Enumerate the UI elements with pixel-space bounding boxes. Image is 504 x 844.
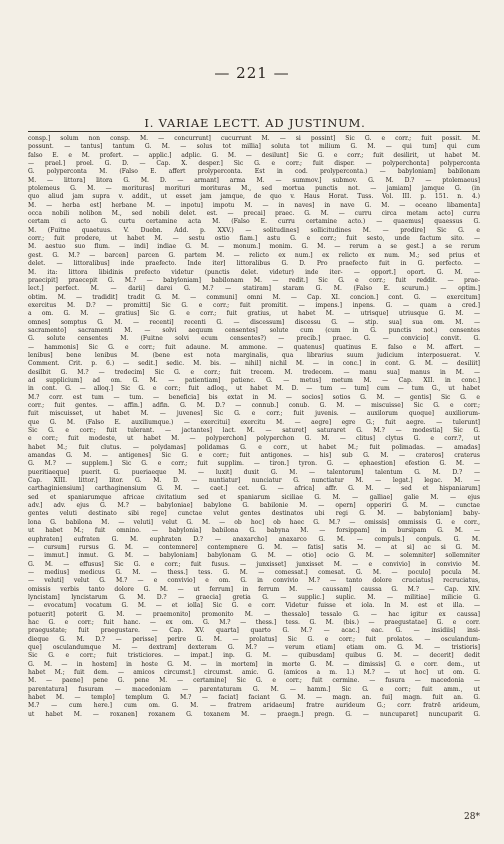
- text-line: gentes veluti destinato sibi rege] cunctae velut gentes destinatos ubi regi G. M. — babyloniam] baby-: [28, 510, 480, 518]
- text-line: — hammonis] Sic G. e corr.; fuit adaune. M. ammone. — quatenus] quatinus E. falso e M. affert. —: [28, 343, 480, 351]
- text-line: lect.] perfect. M. — darii] darei G. M.? — statiram] staram G. M. (Falso E. scurum.) — optim.]: [28, 285, 480, 293]
- text-line: ptolemeus G. M. — morituras] morituri morituras M., sed mortua punctis not. — jamiam] jamque G. (in: [28, 185, 480, 193]
- text-line: omnes] somptus G. M. — recenti] recenti G. — discessum] discessu G. — stip. sua] sua om. M. —: [28, 318, 480, 326]
- text-line: Comment. Crit. p. 6.) — sedit.] sedic. M. bis. — nihil] nichil M. — in conc.] in cont. G. M. — desiliit]: [28, 360, 480, 368]
- text-line: M.? — cum here.] cum om. G. M. — fratrem aridaeum] fratre aurideum G.; corr. fratrē arideum,: [28, 702, 480, 710]
- text-line: lenibus] bene lenibus M. (bene est nota marginalis, qua librarius suum judicium interposuerat. V.: [28, 351, 480, 359]
- apparatus-text: [28, 135, 480, 719]
- text-line: certam ci acto G. curtu certamine acta M. (Falso E. curru certamine acto.) — quaemus] quaessus G.: [28, 218, 480, 226]
- text-line: G. polypercontа M. (Falso E. affert prolyperconta. Est in cod. prolyperconta.) — babyloniam] babilonam: [28, 168, 480, 176]
- text-line: exercitus M. D.? — promitti] Sic G. e corr.; fuit promitit. — impens.] inpens. G. — quam a cred.]: [28, 301, 480, 309]
- text-line: G. solute censentes M. (Fuitne solvi ecum censentes?) — precib.] praec. G. — convicio] convit. G.: [28, 335, 480, 343]
- text-line: sed et spaniarumque africae civitatium sed et spaniarum siciliae G. M. — galliae] galie M. — ejus: [28, 493, 480, 501]
- text-line: M. aestuo suo flum. — indi] indiae G. M. — monum.] monim. G. M. — rerum a se gest.] a se rerum: [28, 243, 480, 251]
- heading-rule: [28, 131, 480, 132]
- text-line: corr.; fuit prodere, ut habet M. — sestu ostio fiam.] astu G. e corr.; fuit sesto, unde factum sito. —: [28, 235, 480, 243]
- text-line: habet M.; fuit dem. — amicos circumst.] circumst. amic. G. (amicos a m. 1.) M.? — ut hoc] ut om. G.: [28, 669, 480, 676]
- text-line: e corr.; fuit modeste, ut habet M. — polyperchon] polyperchon G. M. — clitus] clytus G. e corr.?, ut: [28, 435, 480, 443]
- text-line: G. M. — in hostem] in hoste G. M. — in mortem] in morte G. M. — dimissis] G. e corr. dem., ut: [28, 660, 480, 668]
- text-line: amandas G. M. — antigenes] Sic G. e corr.; fuit antigones. — his] sub G. M. — crateros] craterus: [28, 452, 480, 460]
- text-line: — medius] medicus G. M. — thess.] tess. G. M. — comessat.] comesat. G. M. — poculo] pocula M.: [28, 568, 480, 576]
- text-line: praecipit] praecepit G. M.? — babyloniam] babilonam M. — redit.] Sic G. e corr.; fuit reddit. — prae-: [28, 276, 480, 284]
- text-line: hac G. e corr.; fuit hanc. — ex om. G. M.? — thess.] tess. G. M. (bis.) — praegustatae] G. e corr.: [28, 618, 480, 626]
- text-line: habet M.; fuit clutus. — polydamas] polidamas G. e corr., ut habet M.; fuit polimadas. — amadas]: [28, 443, 480, 451]
- text-line: omissis verbis tanto dolore G. M. — ut ferrum] in ferrum M. — caussam] caussa G. M.? — Cap. XIV.: [28, 585, 480, 593]
- text-line: fuit miscuisset, ut habet M. — juvenes] Sic G. e corr.; fuit juvenis. — auxilorum quoque] auxiliorum-: [28, 410, 480, 418]
- text-line: occa nobili nolibon M., sed nobili delet. est. — precai] praec. G. M. — curru circa metam acto] curru: [28, 210, 480, 218]
- text-line: — cursum] rursus G. M. — contemnere] contempnere G. M. — fatis] satis M. — at si] ac si G. M.: [28, 543, 480, 551]
- text-line: que G. M. (Falso E. auxiliumque.) — exercitui] exercitu M. — aegre] egre G.; fuit aegre. — tulerunt]: [28, 418, 480, 426]
- text-line: G. M.? — supplem.] Sic G. e corr.; fuit supplim. — tiron.] tyron. G. — ephaestion] efestion G. M. —: [28, 460, 480, 468]
- text-line: M. — littora] litora G. M. D. — armant] arma M. — summov.] submov. G. M. D.? — ptolemaeus]: [28, 176, 480, 184]
- text-line: possunt. — tantus] tantum G. M. — solus tot millia] soluta tot milium G. M. — qui tum] qui cum: [28, 143, 480, 151]
- page-number: — 221 —: [214, 64, 290, 82]
- text-line: M. — herba est] herbane M. — inpotu] impotu M. — in naves] in nave G. M. — oceano libamenta]: [28, 201, 480, 209]
- text-line: lona G. babilona M. — veluti] velut G. M. — ob hoc] ob haec G. M.? — omissis] ommissis G. e corr.,: [28, 518, 480, 526]
- text-line: ad supplicium] ad om. G. M. — patientiam] patienc. G. — metus] metum M. — Cap. XII. in conc.]: [28, 376, 480, 384]
- text-line: Sic G. e corr.; fuit tulerant. — jactantes] lact. M. — saturet] saturaret G. M.? — modestia] Sic G.: [28, 427, 480, 435]
- text-line: obtim. M. — tradidit] tradit G. M. — communi] omni M. — Cap. XI. concion.] cont. G. — exercitum]: [28, 293, 480, 301]
- text-line: euphraten] eufraten G. M. euphraten D.? — anaxarchо] anaxarco G. M. — compuls.] conpuls. G. M.: [28, 535, 480, 543]
- signature-mark: 28*: [464, 812, 480, 822]
- text-line: gest. G. M.? — barcen] parcen G. partem M. — relicto ex num.] ex relicto ex num. M.; sed prius et: [28, 251, 480, 259]
- text-line: — prael.] proel. G. D. — Cap. X. desper.] Sic G. e corr.; fuit disper. — polyperchonta] polyperconta: [28, 160, 480, 168]
- text-line: praegustate; fuit praegustare. — Cap. XV. quarta] quarto G. M.? — acac.] eac. G. — insidiis] insi-: [28, 627, 480, 635]
- text-line: ut habet M. — roxanen] roxanem G. toxanem M. — praegn.] pregn. G. — nuncuparet] nuncuparit G.: [28, 710, 480, 718]
- text-line: — immut.] inmut. G. M. — babyloniam] babylonam G. M. — otio] ocio G. M. — solemniter] sollemniter: [28, 552, 480, 560]
- text-line: — evocatum] vocatum G. M. — et iolla] Sic G. e corr. Videtur fuisse et iola. In M. est et illa. —: [28, 602, 480, 610]
- text-line: quo aliud jam supra v. addit., ut esset jam jamque, de quo v. Haus Horat. Tuss. Vol. III. p. 151. n. 4.): [28, 193, 480, 201]
- text-line: M.? corr. est tum — tum. — beneficia] bis extat in M. — socios] sotios G. M. — gentis] Sic G. e: [28, 393, 480, 401]
- text-line: M. ita: littora libidinis prefecto videtur (punctis delet. videtur) inde iter- — opport.] oport. G. M. —: [28, 268, 480, 276]
- text-line: pueritiaeque] puerit. G. pueriaeque M. — luxit] duxit G. M. — talentorum] talentum G. M. D.? —: [28, 468, 480, 476]
- section-heading: I. VARIAE LECTT. AD JUSTINUM.: [144, 116, 366, 130]
- text-line: parentatura] fusuram — macedoniam — parentaturam G. M. — hamm.] Sic G. e corr.; fuit amm., ut: [28, 685, 480, 693]
- text-line: in cont. G. — alloq.] Sic G. e corr.; fuit adloq., ut habet M. D. — tum — tum] cum — tum G., ut habet: [28, 385, 480, 393]
- text-line: a om. G. M. — gratius] Sic G. e corr.; fuit gratius, ut habet M. — utrisque] utriusque G. M. —: [28, 310, 480, 318]
- text-line: delet. — littoralibus] inde praefecto. Inde iter] littoralibus G. D. Pro praefecto fuit in G. perfecto. —: [28, 260, 480, 268]
- text-line: corr.; fuit gentes. — affin.] adfin. G. M. D.? — connub.] conub. G. M. — miscuisse] Sic G. e corr.;: [28, 402, 480, 409]
- text-line: carthaginiensium] carthaginensium G. M. — caet.] cet. G. — africa] affr. G. M. — sed et hispaniarum]: [28, 485, 480, 493]
- text-line: adv.] adv. ejus G. M.? — babyloniae] babylone G. babilonie M. — opern] opperiri G. M. — cunctae: [28, 502, 480, 510]
- text-line: potuerit] poterit G. M. — praemonito] promonito M. — thessalo] tessalo G. — hac igitur ex caussa]: [28, 610, 480, 618]
- text-line: — veluti] velut G. M.? — e convivio] e om. G. in convivio M.? — tanto dolore cruciatus] recruciatus,: [28, 577, 480, 585]
- text-line: G. M. — effusus] Sic G. e corr.; fuit fusus. — junxisset] junxisset M. — e convivio] in convivio M.: [28, 560, 480, 568]
- text-line: dieque G. M. D.? — perisse] perire G. M. — prolatus] Sic G. e corr.; fuit prolatos. — osculandum-: [28, 635, 480, 643]
- text-line: M. — paene] pene G. pene M. — certamine] Sic G. e corr.; fuit cermine. — fusura — macedonia —: [28, 677, 480, 685]
- text-line: lyncistam] lyncistarum G. M. D.? — graecia] gretia G. — supplic.] suplic. M. — militiae] milicie G.: [28, 593, 480, 601]
- text-line: habet M. — templo] templum G. M.? — faciat] faciant G. M. — magn. an. fui] magn. fuit an. G.: [28, 694, 480, 702]
- text-line: M. (Fuitne quaetuus. V. Duebn. Add. p. XXV.) — solitudines] sollicitudines M. — prodire] Sic G. e: [28, 226, 480, 234]
- text-line: Sic G. e corr.; fuit tristiciores. — impat.] inp. G. M. — quibusdam] quibus G. M. — decerit] dedit: [28, 652, 480, 660]
- text-line: consp.] solum non consp. M. — concurrunt] cucurrunt M. — si possint] Sic G. e corr.; fuit possit. M.: [28, 135, 480, 142]
- text-line: ut habet M.; fuit omnino. — babylonia] babilona G. babyna M. — forsippam] in bursipam G. M. —: [28, 527, 480, 535]
- text-line: falso E. e M. profert. — applic.] adplic. G. M. — desilunt] Sic G. e corr.; fuit desilirit, ut habet M.: [28, 151, 480, 159]
- text-line: Cap. XIII. littor.] litor. G. M. D. — nuntiatur] nunciatur G. nunctiatur M. — legat.] legac. M. —: [28, 477, 480, 485]
- text-line: desilbit G. M.? — tredecim] Sic G. e corr.; fuit trecem. M. tredecem. — manu sua] manus in M. —: [28, 368, 480, 376]
- text-line: sacramento] sacramenti M. — solvi aequum censentes] solute cum (cum in G. punctis not.) censentes: [28, 326, 480, 334]
- text-line: que] osculandumque M. — dextram] dexteram G. M.? — verum etiam] etiam om. G. M. — tristioris]: [28, 643, 480, 651]
